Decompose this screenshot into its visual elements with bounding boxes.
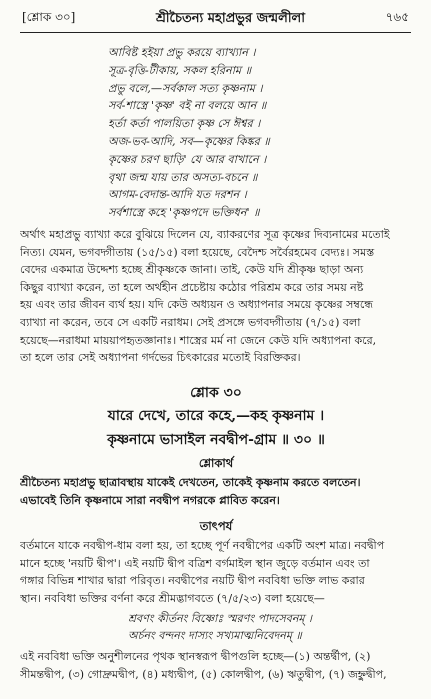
sloka-heading: শ্লোক ৩০ bbox=[190, 385, 242, 401]
purport-heading: তাৎপর্য bbox=[199, 519, 233, 533]
purport-line: হয় এবং তার জীবন ব্যর্থ হয়। যদি কেউ অধ্যয়ন ও অধ্যাপনার সময়ে কৃষ্ণের সম্বন্ধে bbox=[20, 298, 373, 312]
tatparya-paragraph bbox=[20, 537, 412, 607]
header-title: শ্রীচৈতন্য মহাপ্রভুর জন্মলীলা bbox=[155, 10, 305, 26]
quote-line: শ্রবণং কীর্তনং বিষ্ণোঃ স্মরণং পাদসেবনম্ । bbox=[128, 612, 312, 625]
page-header bbox=[22, 8, 409, 30]
verse-line: অজ-ভব-আদি, সব—কৃষ্ণের কিঙ্কর ॥ bbox=[108, 134, 270, 148]
sanskrit-quote bbox=[128, 610, 418, 644]
verse-line: প্রভু বলে,—সর্বকাল সত্য কৃষ্ণনাম । bbox=[108, 81, 263, 95]
purport-line: বেদের একমাত্র উদ্দেশ্য হচ্ছে শ্রীকৃষ্ণকে জানা। তাই, কেউ যদি শ্রীকৃষ্ণ ছাড়া অন্য bbox=[20, 263, 364, 277]
final-paragraph bbox=[20, 648, 412, 683]
verse-line: হর্তা কর্তা পালয়িতা কৃষ্ণ সে ঈশ্বর । bbox=[108, 117, 261, 131]
translation-line: শ্রীচৈতন্য মহাপ্রভু ছাত্রাবস্থায় যাকেই দেখতেন, তাকেই কৃষ্ণনাম করতে বলতেন। bbox=[20, 476, 361, 489]
purport-paragraph bbox=[20, 226, 412, 367]
purport-line: হয়েছে—নরাধমা মায়য়াপহৃতজ্ঞানাঃ। শাস্ত্রের মর্ম না জেনে কেউ যদি অধ্যাপনা করে, bbox=[20, 333, 377, 347]
page-number: ৭৬৫ bbox=[385, 10, 409, 24]
translation-heading: শ্লোকার্থ bbox=[198, 456, 234, 470]
verse-line: কৃষ্ণের চরণ ছাড়ি' যে আর বাখানে । bbox=[108, 152, 267, 166]
sloka-line: যারে দেখে, তারে কহে,—কহ কৃষ্ণনাম । bbox=[107, 408, 325, 424]
purport-line: অর্থাৎ মহাপ্রভু ব্যাখ্যা করে বুঝিয়ে দিলেন যে, ব্যাকরণের সূত্র কৃষ্ণের দিব্যনামের মতোই bbox=[20, 228, 390, 241]
purport-line: কিছুর ব্যাখ্যা করেন, তা হলে অর্থহীন প্রচেষ্টায় কঠোর পরিশ্রম করে তার সময় নষ্ট bbox=[20, 280, 364, 294]
quoted-verse bbox=[108, 44, 408, 222]
tatparya-line: মানে হচ্ছে 'নয়টি দ্বীপ'। এই নয়টি দ্বীপ বত্রিশ বর্গমাইল স্থান জুড়ে বর্তমান এবং তা bbox=[20, 556, 370, 570]
final-line: সীমন্তদ্বীপ, (৩) গোদ্রুমদ্বীপ, (৪) মধ্যদ্বীপ, (৫) কোলদ্বীপ, (৬) ঋতুদ্বীপ, (৭) জহ্নুদ্বীপ, bbox=[20, 667, 387, 681]
final-line: এই নববিধা ভক্তি অনুশীলনের পৃথক স্থানস্বরূপ দ্বীপগুলি হচ্ছে—(১) অন্তর্দ্বীপ, (২) bbox=[20, 650, 371, 663]
verse-line: বৃথা জন্ম যায় তার অসত্য-বচনে ॥ bbox=[108, 170, 258, 184]
header-verse-ref: [শ্লোক ৩০] bbox=[22, 10, 76, 24]
tatparya-line: স্থান। নববিধা ভক্তির বর্ণনা করে শ্রীমদ্ভাগবতে (৭/৫/২৩) বলা হয়েছে— bbox=[20, 591, 325, 605]
purport-line: নিত্য। যেমন, ভগবদ্গীতায় (১৫/১৫) বলা হয়েছে, বেদৈশ্চ সর্বৈরহমেব বেদ্যঃ। সমস্ত bbox=[20, 245, 375, 259]
verse-line: সূত্র-বৃত্তি-টীকায়, সকল হরিনাম ॥ bbox=[108, 63, 252, 77]
verse-line: আগম-বেদান্ত-আদি যত দরশন । bbox=[108, 188, 247, 202]
quote-line: অর্চনং বন্দনং দাস্যং সখ্যমাত্মনিবেদনম্ ॥ bbox=[128, 629, 302, 642]
translation-paragraph bbox=[20, 474, 412, 509]
tatparya-line: বর্তমানে যাকে নবদ্বীপ-ধাম বলা হয়, তা হচ্ছে পূর্ণ নবদ্বীপের একটি অংশ মাত্র। নবদ্বীপ bbox=[20, 539, 385, 552]
verse-line: সর্বশাস্ত্রে কহে 'কৃষ্ণপদে ভক্তিধন' ॥ bbox=[108, 206, 260, 220]
verse-line: আবিষ্ট হইয়া প্রভু করয়ে ব্যাখ্যান । bbox=[108, 46, 256, 59]
sloka-line: কৃষ্ণনামে ভাসাইল নবদ্বীপ-গ্রাম ॥ ৩০ ॥ bbox=[107, 432, 325, 448]
translation-line: এভাবেই তিনি কৃষ্ণনামে সারা নবদ্বীপ নগরকে প্লাবিত করেন। bbox=[20, 493, 280, 507]
verse-line: সর্ব-শাস্ত্রে 'কৃষ্ণ' বই না বলয়ে আন ॥ bbox=[108, 99, 267, 113]
purport-line: তা হলে তার সেই অধ্যাপনা গর্দভের চিৎকারের মতোই বিরক্তিকর। bbox=[20, 351, 301, 365]
header-rule bbox=[20, 32, 411, 33]
tatparya-line: গঙ্গার বিভিন্ন শাখার দ্বারা পরিবৃত। নবদ্বীপের নয়টি দ্বীপ নববিধা ভক্তি লাভ করার bbox=[20, 574, 365, 588]
purport-line: ব্যাখ্যা না করেন, তবে সে একটি নরাধম। সেই প্রসঙ্গে ভগবদ্গীতায় (৭/১৫) বলা bbox=[20, 315, 361, 329]
